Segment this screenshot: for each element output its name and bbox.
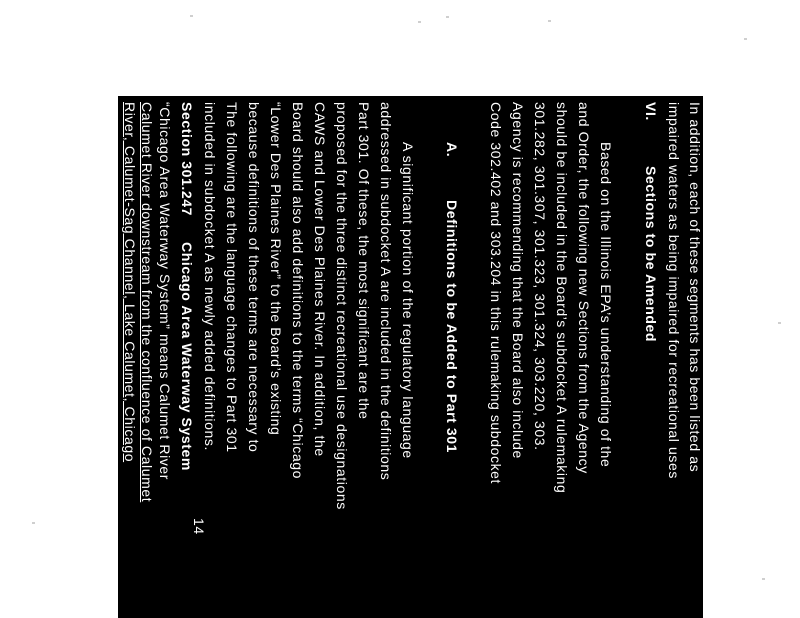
section-label: Section 301.247 (179, 102, 195, 217)
scan-speck (418, 21, 421, 23)
body-line-12: proposed for the three distinct recreational use designations (334, 102, 350, 510)
subsection-letter-a: A. (444, 142, 460, 158)
body-line-14: Board should also add definitions to the terms “Chicago (290, 102, 306, 479)
body-line-2: impaired waters as being impaired for recreational uses (666, 102, 682, 479)
body-line-4: and Order, the following new Sections from the Agency (576, 102, 592, 474)
scan-speck (778, 322, 781, 324)
body-line-20: Calumet River downstream from the confluence of Calumet (139, 102, 155, 503)
body-line-19: “Chicago Area Waterway System” means Calumet River (157, 102, 173, 481)
section-number-vi: VI. (643, 102, 659, 121)
scan-speck (548, 20, 551, 22)
scanned-page-region (118, 96, 703, 618)
body-line-11: Part 301. Of these, the most significant are the (356, 102, 372, 420)
body-line-5: should be included in the Board’s subdocket A rulemaking (554, 102, 570, 494)
body-line-10: addressed in subdocket A are included in the definitions (378, 102, 394, 481)
rotated-document-page (118, 96, 703, 618)
scan-speck (744, 38, 747, 40)
subsection-heading: Definitions to be Added to Part 301 (444, 200, 460, 454)
body-line-15: “Lower Des Plaines River” to the Board’s existing (268, 102, 284, 436)
body-line-9: A significant portion of the regulatory language (400, 142, 416, 459)
scan-speck (190, 15, 193, 17)
body-line-17: The following are the language changes to Part 301 (224, 102, 240, 453)
body-line-8: Code 302.402 and 303.204 in this rulemaking subdocket (488, 102, 504, 485)
body-line-3: Based on the Illinois EPA’s understanding of the (598, 142, 614, 468)
body-line-1: In addition, each of these segments has been listed as (687, 102, 703, 473)
page-number: 14 (191, 518, 207, 535)
scan-speck (32, 522, 35, 524)
body-line-18: included in subdocket A as newly added definitions. (202, 102, 218, 451)
scan-speck (762, 578, 765, 580)
section-title: Chicago Area Waterway System (179, 242, 195, 471)
body-line-13: CAWS and Lower Des Plaines River. In addition, the (312, 102, 328, 457)
body-line-21: River, Calumet-Sag Channel, Lake Calumet, Chicago (122, 102, 138, 463)
body-line-7: Agency is recommending that the Board also include (510, 102, 526, 459)
body-line-6: 301.282, 301.307, 301.323, 301.324, 303.220, 303. (532, 102, 548, 451)
body-line-16: because definitions of these terms are necessary to (246, 102, 262, 453)
scan-speck (446, 16, 449, 18)
section-heading: Sections to be Amended (643, 166, 659, 343)
